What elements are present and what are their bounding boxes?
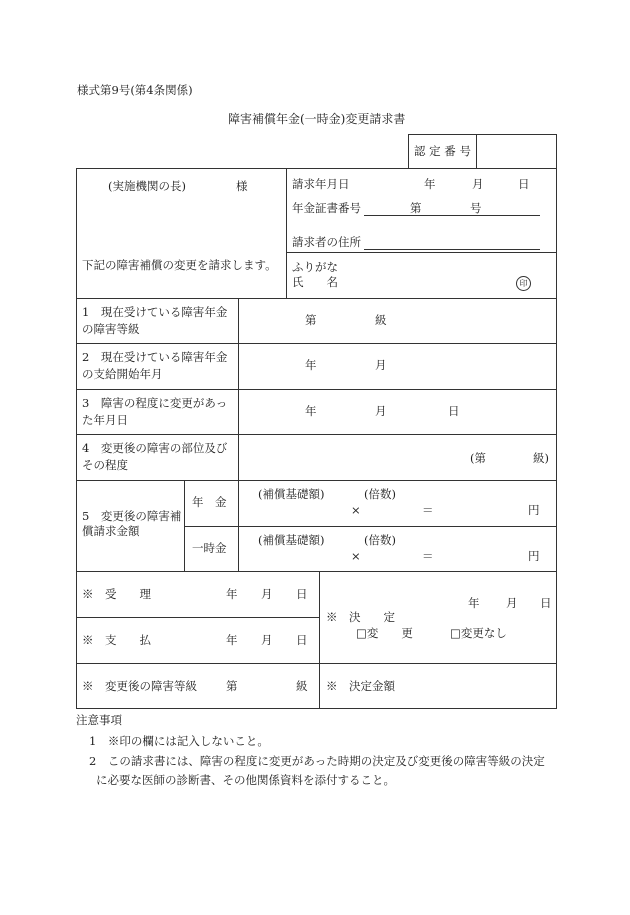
pension-cert-underline[interactable] [364, 215, 540, 216]
item-5-pension-base: (補償基礎額) [258, 487, 325, 501]
row2-top [76, 343, 557, 344]
item-2-year: 年 [305, 358, 317, 372]
office-decision-day: 日 [540, 596, 552, 610]
request-year-unit: 年 [424, 177, 436, 191]
item-5-lump-type: 一時金 [192, 541, 227, 555]
office-amount-label: ※ 決定金額 [326, 679, 395, 693]
cert-box-right [556, 134, 557, 168]
office-paid-day: 日 [296, 633, 308, 647]
office-received-label: ※ 受 理 [82, 587, 151, 601]
office-section-top [76, 571, 557, 572]
office-decision-year: 年 [468, 596, 480, 610]
cert-box-left [408, 134, 409, 168]
office-new-grade-kyu: 級 [296, 679, 308, 693]
request-text: 下記の障害補償の変更を請求します。 [82, 258, 277, 272]
form-number: 様式第9号(第4条関係) [77, 83, 193, 97]
row3-top [76, 389, 557, 390]
table-bottom-border [76, 708, 557, 709]
item-5-lump-eq: ＝ [422, 549, 434, 563]
item-2-month: 月 [375, 358, 387, 372]
office-received-month: 月 [261, 587, 273, 601]
items-label-divider [238, 298, 239, 572]
office-paid-year: 年 [226, 633, 238, 647]
office-new-grade-label: ※ 変更後の障害等級 [82, 679, 197, 693]
item-1-label: 1 現在受けている障害年金の障害等級 [82, 305, 228, 336]
furigana-row-border [286, 252, 556, 253]
item-3-day: 日 [448, 404, 460, 418]
item-1-kyu: 級 [375, 313, 387, 327]
addressee-head: (実施機関の長) [108, 179, 186, 193]
notes-heading: 注意事項 [76, 713, 122, 727]
cert-box-top [408, 134, 557, 135]
item-5-lump-mult: (倍数) [364, 533, 396, 547]
item-3-month: 月 [375, 404, 387, 418]
office-paid-label: ※ 支 払 [82, 633, 151, 647]
office-section-divider [319, 571, 320, 709]
office-final-row-top [76, 663, 557, 664]
office-decision-change[interactable]: □変 更 [356, 626, 413, 640]
item-5-pension-mult: (倍数) [364, 487, 396, 501]
item-5-pension-times: × [351, 503, 361, 517]
office-received-day: 日 [296, 587, 308, 601]
office-received-year: 年 [226, 587, 238, 601]
cert-box-divider [476, 134, 477, 168]
item-5-pension-yen: 円 [528, 503, 540, 517]
item-4-label: 4 変更後の障害の部位及びその程度 [82, 441, 228, 472]
row5-top [76, 480, 557, 481]
item-5-lump-times: × [351, 549, 361, 563]
table-top-border [76, 168, 557, 169]
office-received-bottom [76, 617, 320, 618]
office-new-grade-dai: 第 [226, 679, 238, 693]
table-left-border [76, 168, 77, 709]
pension-cert-label: 年金証書番号 [292, 201, 361, 215]
row4-top [76, 434, 557, 435]
note-2-continued: に必要な医師の診断書、その他関係資料を添付すること。 [96, 773, 395, 787]
address-label: 請求者の住所 [292, 235, 361, 249]
item5-mid-border [184, 526, 557, 527]
item-5-lump-base: (補償基礎額) [258, 533, 325, 547]
item-5-pension-eq: ＝ [422, 503, 434, 517]
office-decision-label: ※ 決 定 [326, 610, 395, 624]
note-2: 2 この請求書には、障害の程度に変更があった時期の決定及び変更後の障害等級の決定 [89, 754, 545, 768]
form-title: 障害補償年金(一時金)変更請求書 [228, 112, 406, 126]
item-4-grade-open: (第 [470, 451, 486, 465]
address-underline[interactable] [364, 249, 540, 250]
office-decision-month: 月 [506, 596, 518, 610]
seal-icon: 印 [516, 276, 531, 291]
item-2-label: 2 現在受けている障害年金の支給開始年月 [82, 350, 228, 381]
row1-top [76, 298, 557, 299]
item-1-dai: 第 [305, 313, 317, 327]
top-section-divider [286, 168, 287, 299]
table-right-border [556, 168, 557, 709]
pension-cert-go: 号 [470, 201, 482, 215]
item-5-pension-type: 年 金 [192, 495, 227, 509]
addressee-honorific: 様 [236, 179, 248, 193]
office-decision-no-change[interactable]: □変更なし [450, 626, 507, 640]
note-1: 1 ※印の欄には記入しないこと。 [89, 734, 269, 748]
request-date-label: 請求年月日 [292, 177, 350, 191]
office-paid-month: 月 [261, 633, 273, 647]
furigana-label: ふりがな [292, 260, 338, 274]
request-month-unit: 月 [472, 177, 484, 191]
pension-cert-dai: 第 [410, 201, 422, 215]
item-5-lump-yen: 円 [528, 549, 540, 563]
item-4-grade-close: 級) [533, 451, 549, 465]
cert-number-label: 認 定 番 号 [414, 144, 471, 158]
item-3-year: 年 [305, 404, 317, 418]
item-5-label: 5 変更後の障害補償請求金額 [82, 509, 182, 538]
name-label: 氏 名 [292, 275, 338, 289]
request-day-unit: 日 [518, 177, 530, 191]
item-3-label: 3 障害の程度に変更があった年月日 [82, 396, 228, 427]
